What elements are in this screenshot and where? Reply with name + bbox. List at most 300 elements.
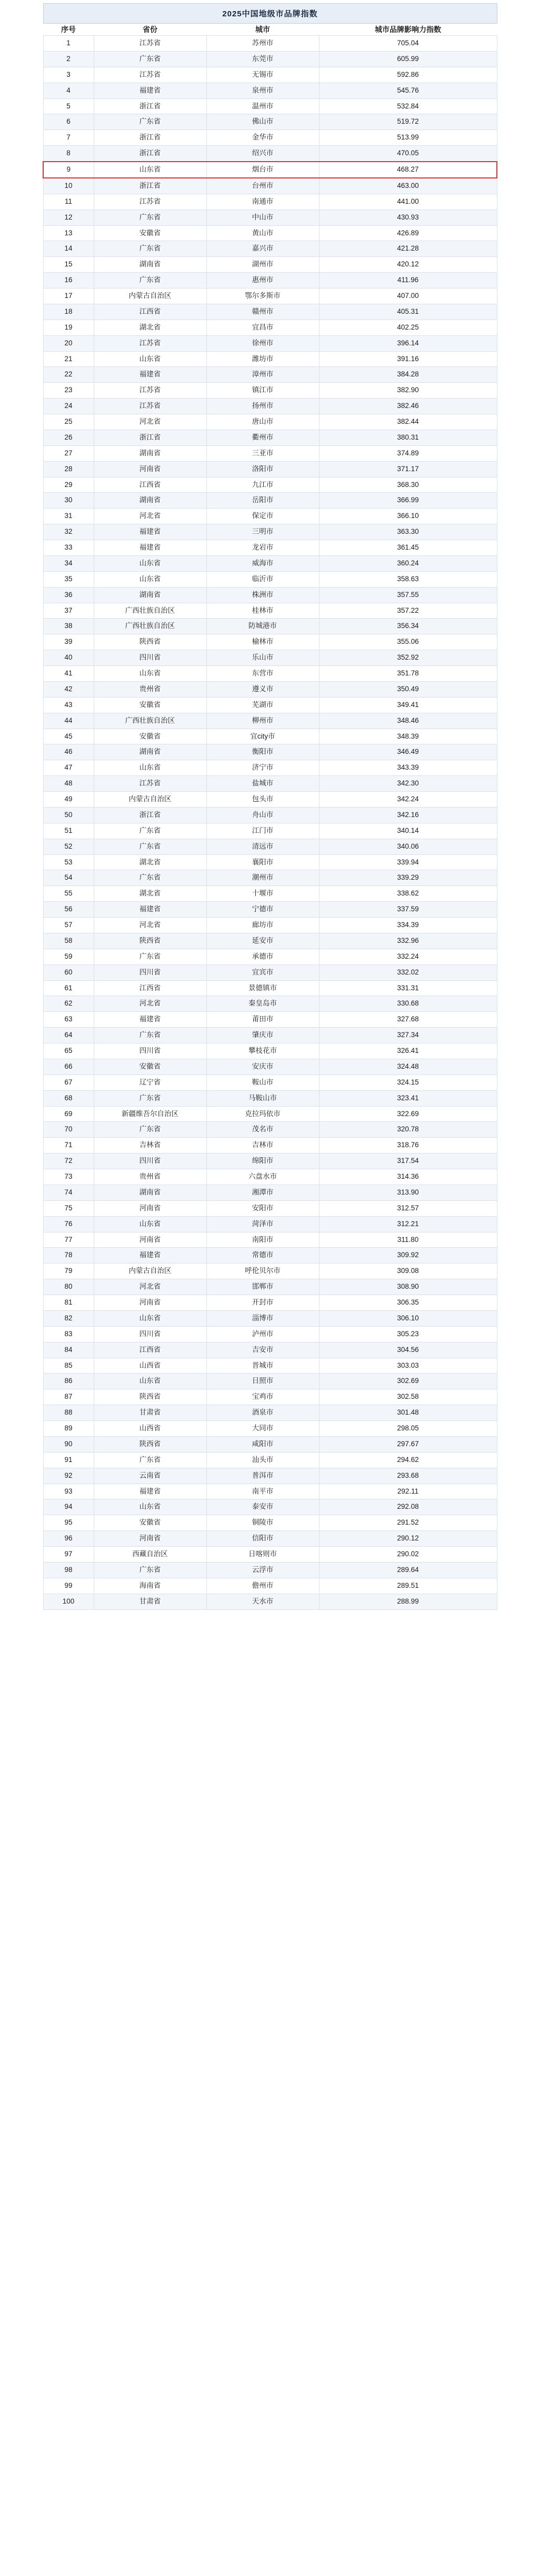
cell-province: 江西省 (94, 477, 206, 493)
table-row (43, 414, 497, 430)
cell-province: 安徽省 (94, 729, 206, 744)
cell-city: 佛山市 (206, 114, 319, 130)
cell-rank: 9 (43, 162, 94, 178)
cell-rank: 90 (43, 1436, 94, 1452)
cell-rank: 31 (43, 509, 94, 524)
cell-score: 317.54 (319, 1153, 497, 1169)
cell-city: 芜湖市 (206, 697, 319, 713)
cell-city: 龙岩市 (206, 540, 319, 556)
cell-province: 广东省 (94, 114, 206, 130)
table-row (43, 1405, 497, 1421)
cell-score: 358.63 (319, 571, 497, 587)
table-row (43, 776, 497, 792)
cell-city: 常德市 (206, 1248, 319, 1264)
table-row (43, 603, 497, 619)
cell-score: 289.51 (319, 1578, 497, 1594)
cell-province: 甘肃省 (94, 1405, 206, 1421)
cell-rank: 84 (43, 1342, 94, 1358)
table-row (43, 289, 497, 304)
cell-province: 安徽省 (94, 697, 206, 713)
cell-rank: 4 (43, 83, 94, 98)
cell-province: 广东省 (94, 1562, 206, 1578)
cell-score: 342.24 (319, 792, 497, 808)
cell-score: 361.45 (319, 540, 497, 556)
cell-city: 徐州市 (206, 335, 319, 351)
cell-city: 嘉兴市 (206, 241, 319, 257)
cell-city: 济宁市 (206, 760, 319, 776)
cell-province: 浙江省 (94, 178, 206, 194)
cell-province: 山东省 (94, 1499, 206, 1515)
cell-city: 湖州市 (206, 257, 319, 273)
table-row (43, 257, 497, 273)
cell-province: 浙江省 (94, 98, 206, 114)
cell-province: 福建省 (94, 1012, 206, 1028)
cell-city: 金华市 (206, 130, 319, 146)
cell-score: 357.22 (319, 603, 497, 619)
cell-rank: 72 (43, 1153, 94, 1169)
cell-rank: 63 (43, 1012, 94, 1028)
cell-city: 九江市 (206, 477, 319, 493)
cell-province: 江苏省 (94, 36, 206, 52)
cell-rank: 94 (43, 1499, 94, 1515)
table-row (43, 1374, 497, 1389)
cell-rank: 60 (43, 964, 94, 980)
table-row (43, 1578, 497, 1594)
cell-city: 唐山市 (206, 414, 319, 430)
table-row (43, 1185, 497, 1200)
table-row (43, 1264, 497, 1279)
cell-city: 安阳市 (206, 1200, 319, 1216)
cell-city: 衡阳市 (206, 744, 319, 760)
cell-province: 山东省 (94, 1216, 206, 1232)
cell-score: 332.96 (319, 933, 497, 949)
cell-province: 西藏自治区 (94, 1547, 206, 1563)
cell-city: 邯郸市 (206, 1279, 319, 1295)
cell-score: 324.48 (319, 1059, 497, 1075)
cell-city: 鄂尔多斯市 (206, 289, 319, 304)
table-row (43, 902, 497, 918)
cell-province: 福建省 (94, 540, 206, 556)
cell-city: 三明市 (206, 524, 319, 540)
cell-rank: 71 (43, 1138, 94, 1153)
cell-city: 无锡市 (206, 67, 319, 83)
cell-province: 湖北省 (94, 886, 206, 902)
cell-city: 莆田市 (206, 1012, 319, 1028)
cell-rank: 58 (43, 933, 94, 949)
cell-province: 福建省 (94, 83, 206, 98)
table-row (43, 1075, 497, 1090)
table-row (43, 1279, 497, 1295)
table-row (43, 461, 497, 477)
cell-score: 545.76 (319, 83, 497, 98)
table-row (43, 1090, 497, 1106)
cell-score: 705.04 (319, 36, 497, 52)
cell-score: 340.06 (319, 839, 497, 854)
cell-score: 348.39 (319, 729, 497, 744)
cell-score: 323.41 (319, 1090, 497, 1106)
cell-rank: 13 (43, 225, 94, 241)
cell-rank: 53 (43, 854, 94, 870)
table-row (43, 194, 497, 210)
cell-city: 湘潭市 (206, 1185, 319, 1200)
cell-city: 安庆市 (206, 1059, 319, 1075)
cell-province: 陕西省 (94, 1389, 206, 1405)
cell-city: 清远市 (206, 839, 319, 854)
column-header-province: 省份 (143, 25, 157, 34)
cell-score: 441.00 (319, 194, 497, 210)
cell-city: 汕头市 (206, 1452, 319, 1468)
cell-score: 305.23 (319, 1326, 497, 1342)
table-row (43, 1326, 497, 1342)
cell-city: 乐山市 (206, 650, 319, 666)
cell-score: 382.46 (319, 399, 497, 414)
table-row (43, 210, 497, 225)
cell-city: 惠州市 (206, 273, 319, 289)
table-row (43, 760, 497, 776)
cell-score: 293.68 (319, 1468, 497, 1484)
cell-city: 潮州市 (206, 870, 319, 886)
cell-rank: 20 (43, 335, 94, 351)
cell-province: 江西省 (94, 304, 206, 320)
cell-city: 攀枝花市 (206, 1043, 319, 1059)
cell-city: 秦皇岛市 (206, 996, 319, 1012)
cell-province: 湖南省 (94, 1185, 206, 1200)
table-row (43, 792, 497, 808)
table-row (43, 886, 497, 902)
cell-rank: 33 (43, 540, 94, 556)
table-row (43, 1200, 497, 1216)
table-row (43, 949, 497, 964)
cell-province: 湖南省 (94, 493, 206, 509)
cell-province: 安徽省 (94, 225, 206, 241)
cell-rank: 68 (43, 1090, 94, 1106)
cell-rank: 35 (43, 571, 94, 587)
cell-score: 312.21 (319, 1216, 497, 1232)
cell-province: 浙江省 (94, 807, 206, 823)
cell-city: 东莞市 (206, 51, 319, 67)
cell-city: 洛阳市 (206, 461, 319, 477)
cell-score: 322.69 (319, 1106, 497, 1122)
cell-province: 湖南省 (94, 445, 206, 461)
cell-score: 382.90 (319, 383, 497, 399)
cell-score: 311.80 (319, 1232, 497, 1248)
table-row (43, 130, 497, 146)
cell-rank: 65 (43, 1043, 94, 1059)
cell-rank: 76 (43, 1216, 94, 1232)
table-row (43, 67, 497, 83)
cell-score: 303.03 (319, 1358, 497, 1374)
cell-province: 贵州省 (94, 1169, 206, 1185)
cell-rank: 27 (43, 445, 94, 461)
cell-city: 六盘水市 (206, 1169, 319, 1185)
table-body (43, 36, 497, 1610)
cell-province: 湖北省 (94, 854, 206, 870)
cell-rank: 87 (43, 1389, 94, 1405)
cell-city: 开封市 (206, 1295, 319, 1311)
cell-score: 411.96 (319, 273, 497, 289)
table-row (43, 1499, 497, 1515)
cell-city: 襄阳市 (206, 854, 319, 870)
cell-city: 淄博市 (206, 1310, 319, 1326)
cell-rank: 37 (43, 603, 94, 619)
cell-province: 广东省 (94, 949, 206, 964)
cell-score: 420.12 (319, 257, 497, 273)
cell-rank: 18 (43, 304, 94, 320)
cell-province: 福建省 (94, 367, 206, 383)
cell-rank: 45 (43, 729, 94, 744)
cell-city: 桂林市 (206, 603, 319, 619)
cell-rank: 75 (43, 1200, 94, 1216)
table-row (43, 162, 497, 178)
cell-score: 324.15 (319, 1075, 497, 1090)
cell-rank: 96 (43, 1531, 94, 1547)
cell-score: 357.55 (319, 587, 497, 603)
cell-province: 山东省 (94, 162, 206, 178)
table-row (43, 697, 497, 713)
table-row (43, 1122, 497, 1138)
cell-score: 592.86 (319, 67, 497, 83)
cell-score: 320.78 (319, 1122, 497, 1138)
cell-province: 广东省 (94, 273, 206, 289)
cell-rank: 80 (43, 1279, 94, 1295)
cell-province: 广东省 (94, 1452, 206, 1468)
cell-rank: 36 (43, 587, 94, 603)
cell-score: 308.90 (319, 1279, 497, 1295)
cell-rank: 26 (43, 430, 94, 445)
cell-rank: 6 (43, 114, 94, 130)
cell-city: 咸阳市 (206, 1436, 319, 1452)
cell-city: 廊坊市 (206, 918, 319, 933)
table-row (43, 1012, 497, 1028)
cell-city: 株洲市 (206, 587, 319, 603)
cell-city: 肇庆市 (206, 1028, 319, 1043)
cell-province: 贵州省 (94, 681, 206, 697)
cell-province: 四川省 (94, 650, 206, 666)
cell-province: 吉林省 (94, 1138, 206, 1153)
cell-rank: 69 (43, 1106, 94, 1122)
cell-city: 吉林市 (206, 1138, 319, 1153)
cell-province: 安徽省 (94, 1515, 206, 1531)
cell-province: 广东省 (94, 1028, 206, 1043)
cell-province: 福建省 (94, 1248, 206, 1264)
cell-rank: 48 (43, 776, 94, 792)
cell-score: 346.49 (319, 744, 497, 760)
cell-rank: 83 (43, 1326, 94, 1342)
city-brand-index-table (43, 3, 497, 1610)
cell-province: 湖南省 (94, 257, 206, 273)
cell-score: 402.25 (319, 320, 497, 335)
cell-province: 浙江省 (94, 430, 206, 445)
cell-province: 福建省 (94, 1484, 206, 1499)
cell-score: 291.52 (319, 1515, 497, 1531)
table-row (43, 146, 497, 162)
cell-city: 三亚市 (206, 445, 319, 461)
cell-score: 350.49 (319, 681, 497, 697)
cell-rank: 54 (43, 870, 94, 886)
cell-score: 292.11 (319, 1484, 497, 1499)
cell-rank: 40 (43, 650, 94, 666)
table-header-row (43, 24, 497, 36)
table-row (43, 839, 497, 854)
cell-province: 江西省 (94, 1342, 206, 1358)
table-row (43, 430, 497, 445)
table-row (43, 964, 497, 980)
cell-province: 河南省 (94, 1531, 206, 1547)
cell-rank: 50 (43, 807, 94, 823)
cell-city: 镇江市 (206, 383, 319, 399)
cell-score: 292.08 (319, 1499, 497, 1515)
cell-city: 吉安市 (206, 1342, 319, 1358)
cell-city: 宜city市 (206, 729, 319, 744)
table-row (43, 681, 497, 697)
table-row (43, 51, 497, 67)
cell-score: 306.10 (319, 1310, 497, 1326)
cell-rank: 44 (43, 713, 94, 729)
cell-province: 陕西省 (94, 1436, 206, 1452)
cell-score: 332.02 (319, 964, 497, 980)
cell-city: 普洱市 (206, 1468, 319, 1484)
cell-city: 盐城市 (206, 776, 319, 792)
cell-rank: 86 (43, 1374, 94, 1389)
cell-rank: 55 (43, 886, 94, 902)
cell-score: 337.59 (319, 902, 497, 918)
cell-score: 519.72 (319, 114, 497, 130)
cell-rank: 66 (43, 1059, 94, 1075)
table-row (43, 524, 497, 540)
table-row (43, 83, 497, 98)
cell-province: 安徽省 (94, 1059, 206, 1075)
cell-city: 泸州市 (206, 1326, 319, 1342)
cell-score: 332.24 (319, 949, 497, 964)
cell-rank: 77 (43, 1232, 94, 1248)
cell-score: 309.92 (319, 1248, 497, 1264)
cell-rank: 32 (43, 524, 94, 540)
cell-rank: 39 (43, 634, 94, 650)
cell-province: 河北省 (94, 1279, 206, 1295)
cell-score: 468.27 (319, 162, 497, 178)
cell-score: 331.31 (319, 980, 497, 996)
table-row (43, 1515, 497, 1531)
cell-score: 298.05 (319, 1421, 497, 1437)
table-row (43, 1153, 497, 1169)
cell-score: 368.30 (319, 477, 497, 493)
cell-city: 云浮市 (206, 1562, 319, 1578)
cell-city: 舟山市 (206, 807, 319, 823)
cell-province: 新疆维吾尔自治区 (94, 1106, 206, 1122)
cell-province: 河南省 (94, 461, 206, 477)
cell-rank: 8 (43, 146, 94, 162)
cell-province: 广东省 (94, 51, 206, 67)
cell-city: 晋城市 (206, 1358, 319, 1374)
cell-city: 鞍山市 (206, 1075, 319, 1090)
cell-rank: 25 (43, 414, 94, 430)
cell-rank: 29 (43, 477, 94, 493)
cell-province: 河北省 (94, 996, 206, 1012)
table-row (43, 854, 497, 870)
table-row (43, 1216, 497, 1232)
cell-province: 海南省 (94, 1578, 206, 1594)
cell-city: 榆林市 (206, 634, 319, 650)
cell-rank: 57 (43, 918, 94, 933)
cell-rank: 22 (43, 367, 94, 383)
cell-province: 四川省 (94, 1153, 206, 1169)
cell-score: 342.30 (319, 776, 497, 792)
cell-city: 泰安市 (206, 1499, 319, 1515)
cell-score: 363.30 (319, 524, 497, 540)
cell-province: 山西省 (94, 1358, 206, 1374)
cell-city: 江门市 (206, 823, 319, 839)
cell-city: 十堰市 (206, 886, 319, 902)
cell-rank: 14 (43, 241, 94, 257)
cell-city: 苏州市 (206, 36, 319, 52)
table-row (43, 1059, 497, 1075)
cell-score: 396.14 (319, 335, 497, 351)
cell-rank: 88 (43, 1405, 94, 1421)
cell-province: 广东省 (94, 870, 206, 886)
cell-rank: 30 (43, 493, 94, 509)
cell-city: 宜昌市 (206, 320, 319, 335)
table-row (43, 1138, 497, 1153)
cell-province: 内蒙古自治区 (94, 792, 206, 808)
cell-score: 605.99 (319, 51, 497, 67)
cell-score: 327.68 (319, 1012, 497, 1028)
cell-rank: 34 (43, 555, 94, 571)
cell-province: 河北省 (94, 509, 206, 524)
cell-city: 承德市 (206, 949, 319, 964)
cell-province: 山东省 (94, 351, 206, 367)
cell-score: 302.69 (319, 1374, 497, 1389)
cell-city: 威海市 (206, 555, 319, 571)
cell-province: 河南省 (94, 1295, 206, 1311)
cell-rank: 42 (43, 681, 94, 697)
table-row (43, 1169, 497, 1185)
cell-city: 温州市 (206, 98, 319, 114)
cell-score: 421.28 (319, 241, 497, 257)
cell-province: 江苏省 (94, 67, 206, 83)
cell-province: 福建省 (94, 902, 206, 918)
cell-rank: 5 (43, 98, 94, 114)
table-row (43, 571, 497, 587)
cell-city: 马鞍山市 (206, 1090, 319, 1106)
cell-rank: 70 (43, 1122, 94, 1138)
cell-rank: 92 (43, 1468, 94, 1484)
table-row (43, 807, 497, 823)
cell-score: 289.64 (319, 1562, 497, 1578)
column-header-city: 城市 (255, 25, 270, 34)
cell-rank: 93 (43, 1484, 94, 1499)
cell-city: 保定市 (206, 509, 319, 524)
table-row (43, 509, 497, 524)
cell-score: 352.92 (319, 650, 497, 666)
table-row (43, 1106, 497, 1122)
cell-rank: 47 (43, 760, 94, 776)
cell-rank: 56 (43, 902, 94, 918)
cell-score: 343.39 (319, 760, 497, 776)
table-row (43, 1043, 497, 1059)
table-row (43, 587, 497, 603)
cell-province: 福建省 (94, 524, 206, 540)
table-row (43, 1310, 497, 1326)
cell-city: 烟台市 (206, 162, 319, 178)
cell-score: 470.05 (319, 146, 497, 162)
table-row (43, 1484, 497, 1499)
table-row (43, 1468, 497, 1484)
cell-province: 四川省 (94, 1326, 206, 1342)
cell-province: 江苏省 (94, 776, 206, 792)
cell-score: 348.46 (319, 713, 497, 729)
cell-score: 309.08 (319, 1264, 497, 1279)
table-title-row (43, 4, 497, 24)
